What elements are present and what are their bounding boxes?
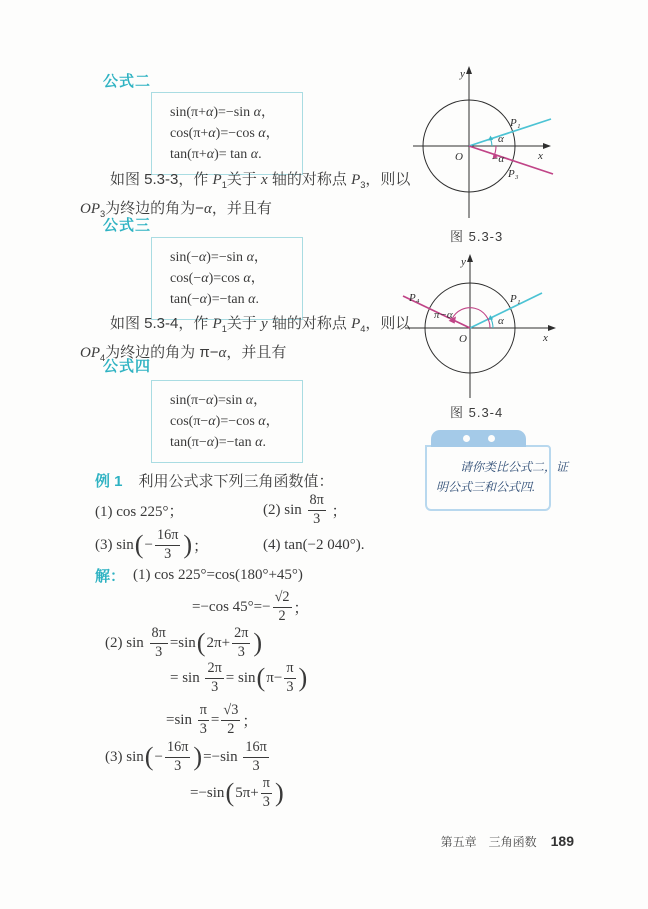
paragraph-line: 如图 5.3-3，作 $P_1$关于 x 轴的对称点 $P_3$，则以 bbox=[110, 171, 411, 190]
solution-line-5: =sin $\frac{\pi}{3}$ = $\frac{√3}{2}$ ； bbox=[166, 701, 258, 737]
solution-math: (1) cos 225°=cos(180°+45°) bbox=[133, 566, 303, 583]
solution-line-7: =−sin ( 5π+ $\frac{\pi}{3}$ ) bbox=[190, 774, 284, 810]
example-title: 利用公式求下列三角函数值： bbox=[138, 472, 334, 490]
page-footer bbox=[441, 833, 574, 850]
figure-534 bbox=[400, 252, 620, 407]
x-axis-arrow-icon bbox=[548, 325, 556, 331]
paragraph-line: $OP_4$为终边的角为 π−α，并且有 bbox=[80, 344, 287, 363]
formula-line: sin(−α)=−sin α， bbox=[170, 250, 268, 265]
x-axis-arrow-icon bbox=[543, 143, 551, 149]
solution-line-6: (3) sin ( − $\frac{16\pi}{3}$ ) =−sin 16π 3 bbox=[105, 738, 267, 774]
note-tab bbox=[431, 430, 526, 447]
formula-box-2 bbox=[151, 92, 303, 175]
x-axis-label: x bbox=[538, 150, 543, 162]
y-axis-arrow-icon bbox=[467, 254, 473, 262]
section-title-formula-4: 公式四 bbox=[103, 358, 152, 375]
paragraph-line: $OP_3$为终边的角为−α，并且有 bbox=[80, 200, 272, 219]
pi-minus-alpha-label: π−α bbox=[434, 309, 453, 321]
y-axis-label: y bbox=[460, 68, 465, 80]
footer-section: 三角函数 bbox=[488, 835, 537, 849]
note-text-line: 明公式三和公式四. bbox=[436, 480, 536, 494]
section-title-formula-2: 公式二 bbox=[103, 73, 152, 90]
formula-line: cos(π+α)=−cos α， bbox=[170, 126, 280, 141]
formula-box-3 bbox=[151, 237, 303, 320]
formula-line: tan(π−α)=−tan α. bbox=[170, 435, 267, 450]
example-item-4: (4) tan(−2 040°). bbox=[263, 536, 365, 553]
point-p1-label: P₁ bbox=[510, 117, 521, 129]
origin-label: O bbox=[459, 333, 467, 345]
formula-line: tan(π+α)= tan α. bbox=[170, 147, 262, 162]
x-axis-label: x bbox=[543, 332, 548, 344]
section-title-formula-3: 公式三 bbox=[103, 217, 152, 234]
formula-line: sin(π−α)=sin α， bbox=[170, 393, 268, 408]
solution-line-2: =−cos 45°=− $\frac{√2}{2}$ ； bbox=[192, 588, 309, 624]
formula-box-4 bbox=[151, 380, 303, 463]
note-text-line: 请你类比公式二，证 bbox=[460, 460, 569, 474]
example-item-2: (2) sin 8π 3 ； bbox=[263, 491, 347, 527]
formula-line: tan(−α)=−tan α. bbox=[170, 292, 259, 307]
pi-minus-alpha-arc bbox=[452, 308, 490, 328]
point-p3-label: P₃ bbox=[508, 168, 519, 180]
solution-line-3: (2) sin $\frac{8\pi}{3}$ =sin ( 2π+ $\frac{2\pi}{3}$ ) bbox=[105, 624, 263, 660]
example-heading bbox=[95, 470, 334, 490]
y-axis-label: y bbox=[461, 256, 466, 268]
example-label: 例 1 bbox=[95, 472, 123, 490]
note-tab-dot-icon bbox=[463, 435, 470, 442]
unit-circle-diagram-533 bbox=[405, 62, 615, 222]
point-p1-label: P₁ bbox=[510, 293, 521, 305]
footer-chapter: 第五章 bbox=[440, 835, 477, 849]
alpha-label: α bbox=[498, 315, 504, 327]
solution-line-4: = sin $\frac{2\pi}{3}$ = sin ( π− $\frac{\pi}{3}$ ) bbox=[170, 659, 308, 695]
note-tab-dot-icon bbox=[488, 435, 495, 442]
alpha-label: α bbox=[498, 133, 504, 145]
y-axis-arrow-icon bbox=[466, 66, 472, 74]
page-number: 189 bbox=[550, 833, 574, 849]
example-item-1: (1) cos 225°； bbox=[95, 503, 184, 520]
example-item-3: (3) sin ( − $\frac{16\pi}{3}$ ) ； bbox=[95, 526, 209, 562]
origin-label: O bbox=[455, 151, 463, 163]
formula-line: sin(π+α)=−sin α， bbox=[170, 105, 275, 120]
figure-caption-534: 图 5.3-4 bbox=[450, 405, 504, 420]
paragraph-line: 如图 5.3-4，作 $P_1$关于 y 轴的对称点 $P_4$，则以 bbox=[110, 315, 411, 334]
neg-alpha-label: −α bbox=[491, 153, 505, 165]
figure-caption-533: 图 5.3-3 bbox=[450, 229, 504, 244]
point-p4-label: P₄ bbox=[409, 292, 420, 304]
unit-circle-diagram-534 bbox=[400, 252, 620, 402]
formula-line: cos(π−α)=−cos α， bbox=[170, 414, 280, 429]
margin-note bbox=[425, 430, 569, 511]
formula-line: cos(−α)=cos α， bbox=[170, 271, 265, 286]
note-body bbox=[425, 445, 569, 511]
solution-line-1 bbox=[95, 565, 303, 585]
figure-533 bbox=[405, 62, 615, 227]
solution-label: 解： bbox=[95, 567, 126, 585]
